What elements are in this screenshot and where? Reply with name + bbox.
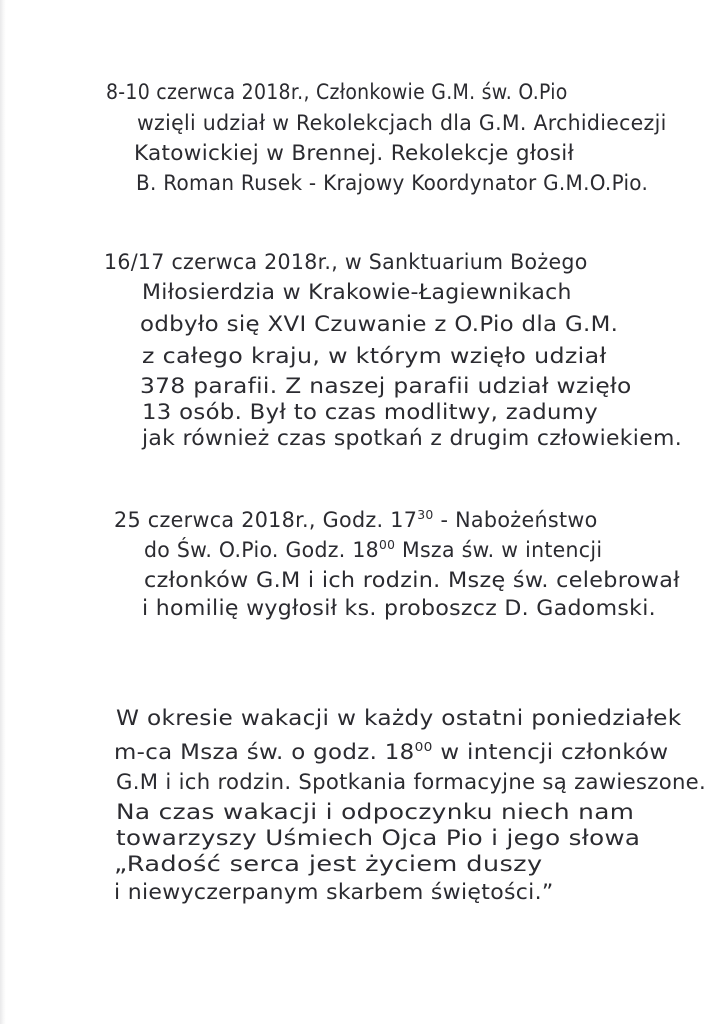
- note-line: Miłosierdzia w Krakowie-Łagiewnikach: [142, 280, 572, 304]
- note-line: 8-10 czerwca 2018r., Członkowie G.M. św. O.Pio: [106, 80, 568, 104]
- note-line: odbyło się XVI Czuwanie z O.Pio dla G.M.: [140, 312, 619, 336]
- note-line: Na czas wakacji i odpoczynku niech nam: [116, 800, 635, 824]
- note-line: „Radość serca jest życiem duszy: [114, 852, 543, 876]
- note-line: G.M i ich rodzin. Spotkania formacyjne są zawieszone.: [116, 770, 707, 794]
- note-line-text: Msza św. w intencji: [395, 538, 603, 562]
- note-line: Katowickiej w Brennej. Rekolekcje głosił: [134, 141, 575, 165]
- note-line: B. Roman Rusek - Krajowy Koordynator G.M.O.Pio.: [136, 171, 649, 195]
- time-superscript: 00: [378, 537, 396, 552]
- note-line: [114, 740, 668, 764]
- note-line: 16/17 czerwca 2018r., w Sanktuarium Bożego: [104, 250, 588, 274]
- note-line: i homilię wygłosił ks. proboszcz D. Gadomski.: [142, 596, 656, 620]
- note-line-text: w intencji członków: [432, 740, 669, 764]
- note-line: z całego kraju, w którym wzięło udział: [142, 344, 607, 368]
- note-line: [144, 538, 602, 562]
- note-line-text: - Nabożeństwo: [433, 508, 598, 532]
- note-line-text: 25 czerwca 2018r., Godz. 17: [114, 508, 418, 532]
- note-line-text: do Św. O.Pio. Godz. 18: [144, 538, 379, 562]
- note-line: W okresie wakacji w każdy ostatni poniedziałek: [116, 706, 682, 730]
- note-line: 13 osób. Był to czas modlitwy, zadumy: [142, 400, 599, 424]
- note-line: i niewyczerpanym skarbem świętości.”: [114, 880, 554, 904]
- time-superscript: 30: [417, 507, 434, 522]
- scan-edge-shadow: [0, 0, 6, 1024]
- note-line: jak również czas spotkań z drugim człowiekiem.: [142, 426, 682, 450]
- time-superscript: 00: [414, 739, 433, 754]
- note-line: 378 parafii. Z naszej parafii udział wzięło: [140, 374, 632, 398]
- note-line: wzięli udział w Rekolekcjach dla G.M. Archidiecezji: [137, 111, 667, 135]
- note-line: [114, 508, 598, 532]
- note-line-text: m-ca Msza św. o godz. 18: [114, 740, 415, 764]
- note-line: członków G.M i ich rodzin. Mszę św. celebrował: [144, 568, 680, 592]
- note-line: towarzyszy Uśmiech Ojca Pio i jego słowa: [116, 826, 641, 850]
